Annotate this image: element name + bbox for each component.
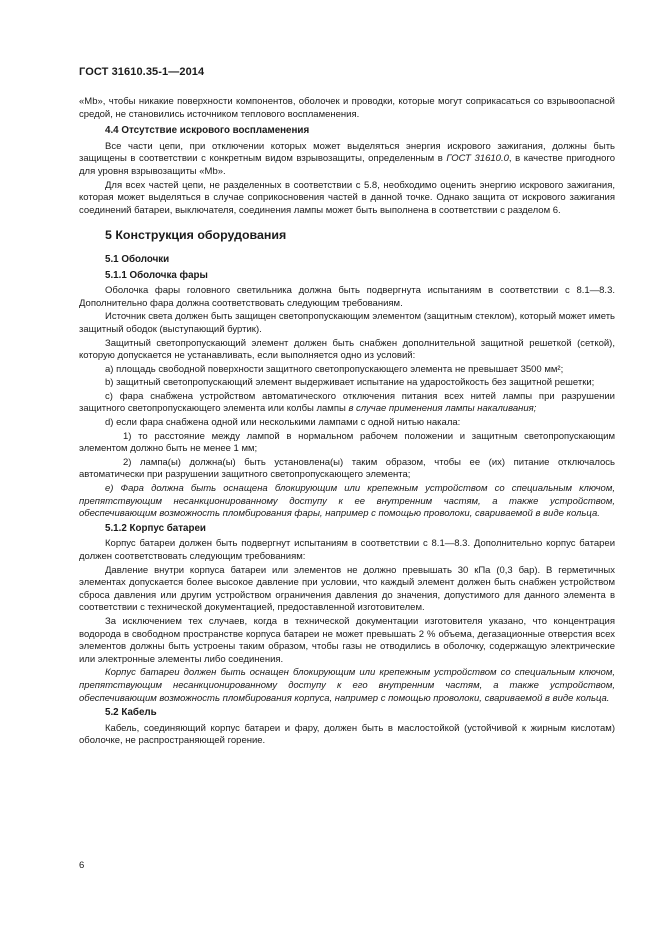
gost-reference: ГОСТ 31610.0 <box>446 153 509 165</box>
section-5-2-heading: 5.2 Кабель <box>105 707 157 719</box>
intro-paragraph: «Mb», чтобы никакие поверхности компонентов, оболочек и проводки, которые могут соприкасаться со взрывоопасной средой, не становились источником теплового воспламенения. <box>79 96 615 120</box>
s511-item-c-italic: в случае применения лампы накаливания; <box>348 403 537 415</box>
s512-paragraph-1: Корпус батареи должен быть подвергнут испытаниям в соответствии с 8.1—8.3. Дополнительно корпус батареи должен соответствовать следующим требованиям: <box>79 538 615 562</box>
section-5-1-heading: 5.1 Оболочки <box>105 253 170 265</box>
s511-paragraph-2: Источник света должен быть защищен светопропускающим элементом (защитным стеклом), который может иметь защитный ободок (выступающий буртик). <box>79 311 615 335</box>
section-4-4-paragraph-2: Для всех частей цепи, не разделенных в соответствии с 5.8, необходимо оценить энергию искрового зажигания, которая может выделяться в случае соприкосновения частей в данной точке. Однако защита от искрового зажигания соединений батареи, выключателя, соединения лампы может быть выполнена в соответствии с разделом 6. <box>79 179 615 216</box>
s511-item-d1: 1) то расстояние между лампой в нормальном рабочем положении и защитным светопропускающим элементом должно быть не менее 1 мм; <box>79 430 615 455</box>
s511-item-a: a) площадь свободной поверхности защитного светопропускающего элемента не превышает 3500 мм²; <box>105 363 564 375</box>
s512-paragraph-3: За исключением тех случаев, когда в технической документации изготовителя указано, что концентрация водорода в свободном пространстве корпуса батареи не может превышать 2 % объема, дегазационные отверстия всех элементов должны быть устроены таким образом, чтобы газы не отводились в оболочку, содержащую электрические или электронные элементы либо соединения. <box>79 615 615 665</box>
s511-item-d2: 2) лампа(ы) должна(ы) быть установлена(ы) таким образом, чтобы ее (их) питание отключалось автоматически при разрушении защитного светопропускающего элемента; <box>79 456 615 481</box>
section-5-1-1-heading: 5.1.1 Оболочка фары <box>105 269 208 281</box>
s511-item-c <box>79 391 615 416</box>
section-4-4-heading: 4.4 Отсутствие искрового воспламенения <box>105 125 310 137</box>
s512-paragraph-2: Давление внутри корпуса батареи или элементов не должно превышать 30 кПа (0,3 бар). В герметичных элементах допускается более высокое давление при условии, что каждый элемент должен быть снабжен устройством сброса давления или другим устройством ограничения давления до значения, допустимого для данного элемента в соответствии с технической документацией, предоставленной изготовителем. <box>79 564 615 614</box>
s511-paragraph-3: Защитный светопропускающий элемент должен быть снабжен дополнительной защитной решеткой (сеткой), которую допускается не устанавливать, если выполняется одно из условий: <box>79 337 615 362</box>
s511-item-e: e) Фара должна быть оснащена блокирующим или крепежным устройством со специальным ключом, препятствующим несанкционированному доступу к ее внутренним частям, а также устройством, обеспечивающим возможность пломбирования фары, например с помощью проволоки, сваривaемой в виде кольца. <box>79 483 615 520</box>
section-4-4-paragraph-1 <box>79 141 615 179</box>
document-body <box>79 96 615 749</box>
s44-p1-text-b: , в качестве пригодного для уровня взрывозащиты «Mb». <box>79 153 615 177</box>
document-header: ГОСТ 31610.35-1—2014 <box>79 66 205 78</box>
s512-paragraph-4: Корпус батареи должен быть оснащен блокирующим или крепежным устройством со специальным ключом, препятствующим несанкционированному доступу к его внутренним частям, а также устройством, обеспечивающим возможность пломбирования корпуса, например с помощью проволоки, сваривaемой в виде кольца. <box>79 667 615 704</box>
s52-paragraph-1: Кабель, соединяющий корпус батареи и фару, должен быть в маслостойкой (устойчивой к жирным кислотам) оболочке, не распространяющей горение. <box>79 722 615 747</box>
section-5-1-2-heading: 5.1.2 Корпус батареи <box>105 522 206 534</box>
section-5-heading: 5 Конструкция оборудования <box>105 228 287 243</box>
s511-item-b: b) защитный светопропускающий элемент выдерживает испытание на ударостойкость без защитной решетки; <box>105 377 595 389</box>
s511-item-d: d) если фара снабжена одной или несколькими лампами с одной нитью накала: <box>105 417 461 429</box>
s44-p1-text-a: Все части цепи, при отключении которых может выделяться энергия искрового зажигания, должны быть защищены в соответствии с конкретным видом взрывозащиты, определенным в <box>79 140 615 165</box>
s511-item-c-text: c) фара снабжена устройством автоматического отключения питания всех нитей лампы при разрушении защитного светопропускающего элемента или колбы лампы <box>79 390 615 415</box>
s511-paragraph-1: Оболочка фары головного светильника должна быть подвергнута испытаниям в соответствии с 8.1—8.3. Дополнительно фара должна соответствовать следующим требованиям. <box>79 285 615 309</box>
page-number: 6 <box>79 860 85 871</box>
